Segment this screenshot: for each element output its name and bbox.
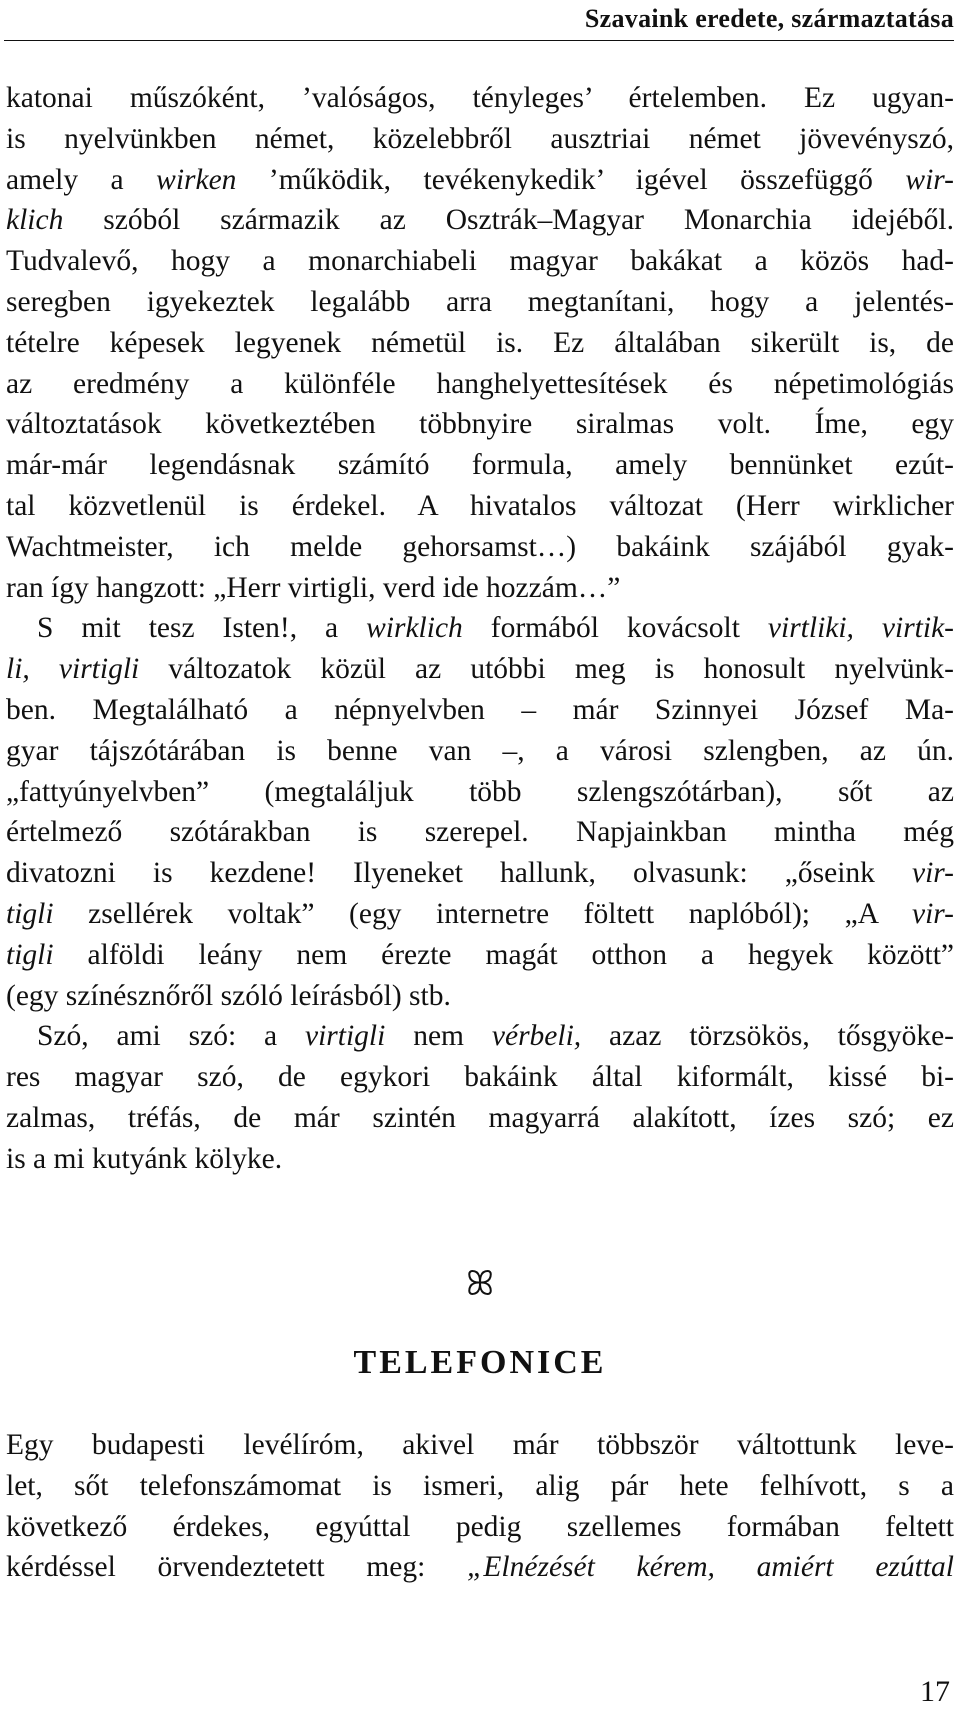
text-run: zalmas, tréfás, de már szintén magyarrá alakított, ízes szó; ez: [6, 1101, 954, 1134]
text-run: tal közvetlenül is érdekel. A hivatalos változat (Herr wirklicher: [6, 489, 954, 522]
text-run: res magyar szó, de egykori bakáink által kiformált, kissé bi-: [6, 1061, 954, 1094]
italic-term: tigli: [6, 897, 54, 930]
text-run: seregben igyekeztek legalább arra megtanítani, hogy a jelentés-: [6, 285, 954, 318]
text-line: [6, 568, 954, 609]
text-line: [6, 527, 954, 568]
text-line: [6, 690, 954, 731]
ornament-icon: ꕤ: [465, 1266, 495, 1303]
section-divider-ornament: [0, 1265, 960, 1305]
italic-term: vérbeli,: [491, 1020, 582, 1053]
running-header: [4, 4, 954, 41]
text-line: [6, 976, 954, 1017]
text-line: [6, 160, 954, 201]
italic-term: klich: [6, 204, 64, 237]
text-run: változatok közül az utóbbi meg is honosult nyelvünk-: [139, 653, 954, 686]
italic-term: vir-: [911, 897, 954, 930]
text-line: [6, 608, 954, 649]
paragraph-3: [6, 1425, 954, 1588]
text-run: S mit tesz Isten!, a: [37, 612, 367, 645]
italic-term: wir-: [905, 163, 954, 196]
paragraph-2: [6, 1016, 954, 1179]
text-line: [6, 323, 954, 364]
text-run: formából kovácsolt: [462, 612, 768, 645]
italic-term: virtigli: [305, 1020, 386, 1053]
text-line: [6, 241, 954, 282]
italic-term: tigli: [6, 938, 54, 971]
text-run: Wachtmeister, ich melde gehorsamst…) bakáink szájából gyak-: [6, 530, 954, 563]
paragraph-1: [6, 78, 954, 1180]
text-line: [6, 445, 954, 486]
text-line: [6, 78, 954, 119]
text-line: [6, 772, 954, 813]
text-line: [6, 1098, 954, 1139]
text-run: zsellérek voltak” (egy internetre föltett naplóból); „A: [53, 897, 912, 930]
text-line: [6, 894, 954, 935]
text-line: [6, 1139, 954, 1180]
text-line: [6, 853, 954, 894]
text-run: ’működik, tevékenykedik’ igével összefüggő: [236, 163, 906, 196]
italic-term: wirken: [156, 163, 237, 196]
text-run: „fattyúnyelvben” (megtaláljuk több szlengszótárban), sőt az: [6, 775, 954, 808]
text-run: amely a: [6, 163, 157, 196]
text-line: [6, 282, 954, 323]
text-line: [6, 119, 954, 160]
text-run: is a mi kutyánk kölyke.: [6, 1142, 283, 1175]
text-run: divatozni is kezdene! Ilyeneket hallunk, olvasunk: „őseink: [6, 857, 912, 890]
text-run: alföldi leány nem érezte magát otthon a hegyek között”: [53, 938, 954, 971]
text-line: [6, 731, 954, 772]
text-line: [6, 1466, 954, 1507]
running-title: Szavaink eredete, származtatása: [584, 4, 954, 33]
text-line: [6, 1057, 954, 1098]
text-line: [6, 486, 954, 527]
text-line: [6, 1016, 954, 1057]
text-run: szóból származik az Osztrák–Magyar Monarchia idejéből.: [63, 204, 954, 237]
text-line: [6, 404, 954, 445]
text-run: következő érdekes, egyúttal pedig szellemes formában feltett: [6, 1510, 954, 1543]
italic-term: wirklich: [366, 612, 463, 645]
text-run: az eredmény a különféle hanghelyettesítések és népetimológiás: [6, 367, 954, 400]
text-line: [6, 200, 954, 241]
text-run: változtatások következtében többnyire siralmas volt. Íme, egy: [6, 408, 954, 441]
text-line: [6, 649, 954, 690]
text-run: nem: [385, 1020, 492, 1053]
text-run: Tudvalevő, hogy a monarchiabeli magyar bakákat a közös had-: [6, 245, 954, 278]
text-run: Egy budapesti levélíróm, akivel már többször váltottunk leve-: [6, 1429, 954, 1461]
section-title: TELEFONICE: [353, 1344, 607, 1381]
text-run: ben. Megtalálható a népnyelvben – már Szinnyei József Ma-: [6, 693, 954, 726]
text-line: [6, 364, 954, 405]
text-run: azaz törzsökös, tősgyöke-: [581, 1020, 954, 1053]
italic-term: vir-: [911, 857, 954, 890]
text-run: gyar tájszótárában is benne van –, a városi szlengben, az ún.: [6, 734, 954, 767]
italic-term: li, virtigli: [6, 653, 140, 686]
italic-term: „Elnézését kérem, amiért ezúttal: [467, 1551, 955, 1584]
text-run: tételre képesek legyenek németül is. Ez általában sikerült is, de: [6, 326, 954, 359]
text-line: [6, 935, 954, 976]
text-line: [6, 1507, 954, 1548]
text-run: let, sőt telefonszámomat is ismeri, alig pár hete felhívott, s a: [6, 1469, 954, 1502]
text-run: már-már legendásnak számító formula, amely bennünket ezút-: [6, 449, 954, 482]
text-run: is nyelvünkben német, közelebbről ausztriai német jövevényszó,: [6, 122, 954, 155]
text-line: [6, 812, 954, 853]
text-run: Szó, ami szó: a: [37, 1020, 306, 1053]
text-line: [6, 1547, 954, 1588]
text-run: értelmező szótárakban is szerepel. Napjainkban mintha még: [6, 816, 954, 849]
text-run: kérdéssel örvendeztetett meg:: [6, 1551, 467, 1584]
text-line: [6, 1425, 954, 1466]
italic-term: virtliki, virtik-: [767, 612, 954, 645]
text-run: ran így hangzott: „Herr virtigli, verd ide hozzám…”: [6, 571, 621, 604]
text-run: katonai műszóként, ’valóságos, tényleges’ értelemben. Ez ugyan-: [6, 82, 954, 114]
text-run: (egy színésznőről szóló leírásból) stb.: [6, 979, 451, 1012]
page-number: 17: [920, 1675, 950, 1708]
